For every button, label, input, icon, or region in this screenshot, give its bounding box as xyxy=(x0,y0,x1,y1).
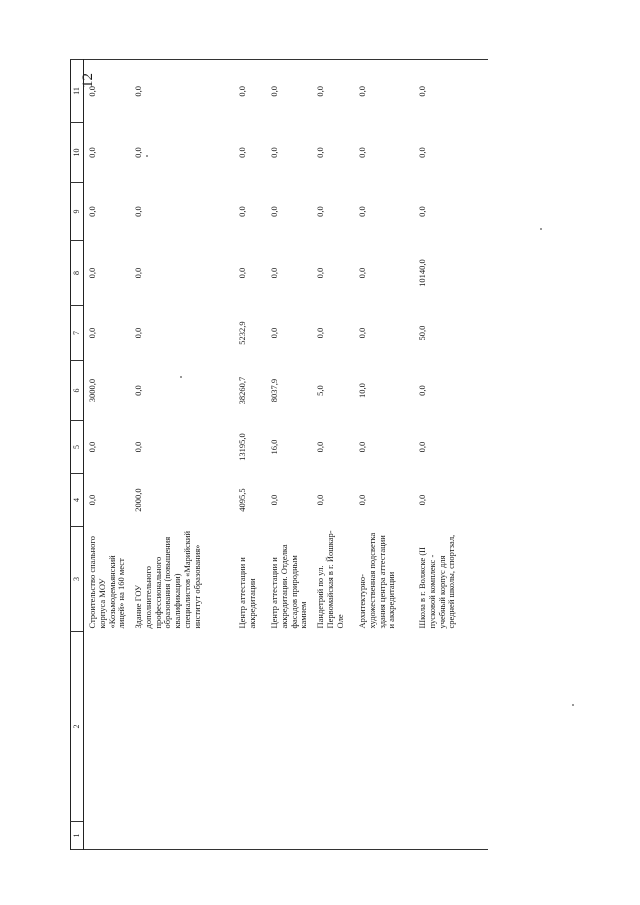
value-cell-col-4: 2000,0 xyxy=(133,488,143,512)
table-body xyxy=(84,60,489,850)
value-cell-col-5: 16,0 xyxy=(269,439,279,455)
object-name-cell: Школа в г. Волжске (II пусковой комплекс - учебный корпус для средней школы, спортзал, xyxy=(417,534,457,629)
value-cell-col-11: 0,0 xyxy=(266,60,312,123)
table-row xyxy=(354,60,414,850)
value-cell-col-4: 4095,5 xyxy=(237,488,247,512)
value-cell-col-8: 0,0 xyxy=(87,267,97,279)
value-cell-col-7: 50,0 xyxy=(417,325,427,341)
value-cell-col-9: 0,0 xyxy=(87,206,97,217)
value-cell-col-4: 0,0 xyxy=(315,494,325,506)
column-header-11: 11 xyxy=(71,60,84,123)
value-cell-col-11: 0,0 xyxy=(414,60,488,123)
cell-col-1 xyxy=(354,822,414,850)
column-header-10: 10 xyxy=(71,123,84,183)
value-cell-col-8: 10140,0 xyxy=(417,259,427,287)
value-cell-col-6: 5,0 xyxy=(315,385,325,396)
column-header-5: 5 xyxy=(71,421,84,474)
table-row xyxy=(266,60,312,850)
cell-col-1 xyxy=(312,822,354,850)
value-cell-col-7: 5232,9 xyxy=(237,321,247,345)
value-cell-col-11: 0,0 xyxy=(312,60,354,123)
value-cell-col-8: 0,0 xyxy=(237,267,247,279)
data-table-container xyxy=(70,60,520,850)
object-name-cell: Строительство спального корпуса МОУ «Козьмодемьянский лицей» на 160 мест xyxy=(87,536,127,629)
value-cell-col-10: 0,0 xyxy=(315,147,325,158)
value-cell-col-9: 0,0 xyxy=(133,206,143,217)
value-cell-col-11: 0,0 xyxy=(354,60,414,123)
value-cell-col-8: 0,0 xyxy=(269,267,279,279)
column-header-1: 1 xyxy=(71,822,84,850)
value-cell-col-4: 0,0 xyxy=(357,494,367,506)
value-cell-col-5: 0,0 xyxy=(315,441,325,453)
value-cell-col-11: 0,0 xyxy=(234,60,266,123)
value-cell-col-6: 0,0 xyxy=(133,385,143,396)
object-name-cell: Центр аттестации и аккредитации. Отделка фасадов природным камнем xyxy=(269,544,309,629)
cell-col-1 xyxy=(414,822,488,850)
value-cell-col-6: 38260,7 xyxy=(237,376,247,405)
column-header-9: 9 xyxy=(71,183,84,241)
column-header-7: 7 xyxy=(71,306,84,361)
cell-col-2 xyxy=(234,632,266,822)
cell-col-2 xyxy=(266,632,312,822)
value-cell-col-5: 0,0 xyxy=(417,441,427,453)
cell-col-2 xyxy=(312,632,354,822)
cell-col-2 xyxy=(84,632,131,822)
value-cell-col-10: 0,0 xyxy=(87,147,97,158)
cell-col-1 xyxy=(130,822,234,850)
cell-col-1 xyxy=(234,822,266,850)
column-header-4: 4 xyxy=(71,474,84,527)
value-cell-col-4: 0,0 xyxy=(269,494,279,506)
column-header-2: 2 xyxy=(71,632,84,822)
cell-col-2 xyxy=(130,632,234,822)
value-cell-col-4: 0,0 xyxy=(87,494,97,506)
value-cell-col-5: 13195,0 xyxy=(237,433,247,461)
value-cell-col-5: 0,0 xyxy=(357,441,367,453)
value-cell-col-7: 0,0 xyxy=(357,327,367,339)
cell-col-1 xyxy=(266,822,312,850)
scan-speck xyxy=(180,376,182,378)
value-cell-col-6: 10,0 xyxy=(357,383,367,398)
table-row xyxy=(234,60,266,850)
table-row xyxy=(414,60,488,850)
value-cell-col-7: 0,0 xyxy=(315,327,325,339)
table-row xyxy=(84,60,131,850)
value-cell-col-9: 0,0 xyxy=(315,206,325,217)
header-row xyxy=(71,60,84,850)
value-cell-col-10: 0,0 xyxy=(269,147,279,158)
value-cell-col-9: 0,0 xyxy=(269,206,279,217)
table-row xyxy=(130,60,234,850)
value-cell-col-9: 0,0 xyxy=(357,206,367,217)
cell-col-1 xyxy=(84,822,131,850)
value-cell-col-10: 0,0 xyxy=(237,147,247,158)
value-cell-col-8: 0,0 xyxy=(357,267,367,279)
value-cell-col-9: 0,0 xyxy=(237,206,247,217)
value-cell-col-10: 0,0 xyxy=(133,147,143,158)
table-row xyxy=(312,60,354,850)
value-cell-col-6: 8037,9 xyxy=(269,378,279,403)
scan-speck xyxy=(572,704,574,706)
object-name-cell: Здание ГОУ дополнительного профессионального образования (повышения квалификации) специалистов «Марийский институт образования» xyxy=(133,530,202,629)
object-name-cell: Пандетрий по ул. Первомайская в г. Йошкар-Оле xyxy=(315,530,345,629)
value-cell-col-10: 0,0 xyxy=(417,147,427,158)
value-cell-col-7: 0,0 xyxy=(133,327,143,339)
value-cell-col-8: 0,0 xyxy=(133,267,143,279)
value-cell-col-5: 0,0 xyxy=(87,441,97,453)
scan-speck xyxy=(540,228,542,230)
value-cell-col-7: 0,0 xyxy=(269,327,279,339)
cell-col-2 xyxy=(414,632,488,822)
page-number: 12 xyxy=(80,73,96,88)
value-cell-col-6: 3000,0 xyxy=(87,378,97,403)
value-cell-col-6: 0,0 xyxy=(417,385,427,396)
value-cell-col-7: 0,0 xyxy=(87,327,97,339)
column-header-6: 6 xyxy=(71,361,84,421)
column-header-3: 3 xyxy=(71,527,84,632)
cell-col-2 xyxy=(354,632,414,822)
value-cell-col-10: 0,0 xyxy=(357,147,367,158)
object-name-cell: Центр аттестации и аккредитации xyxy=(237,557,257,629)
value-cell-col-9: 0,0 xyxy=(417,206,427,217)
data-table xyxy=(70,59,488,850)
value-cell-col-8: 0,0 xyxy=(315,267,325,279)
value-cell-col-11: 0,0 xyxy=(84,60,131,123)
value-cell-col-11: 0,0 xyxy=(130,60,234,123)
scan-speck xyxy=(146,155,148,157)
object-name-cell: Архитектурно-художественная подсветка здания центра аттестации и аккредитации xyxy=(357,532,397,629)
value-cell-col-4: 0,0 xyxy=(417,494,427,506)
column-header-8: 8 xyxy=(71,241,84,306)
value-cell-col-5: 0,0 xyxy=(133,441,143,453)
